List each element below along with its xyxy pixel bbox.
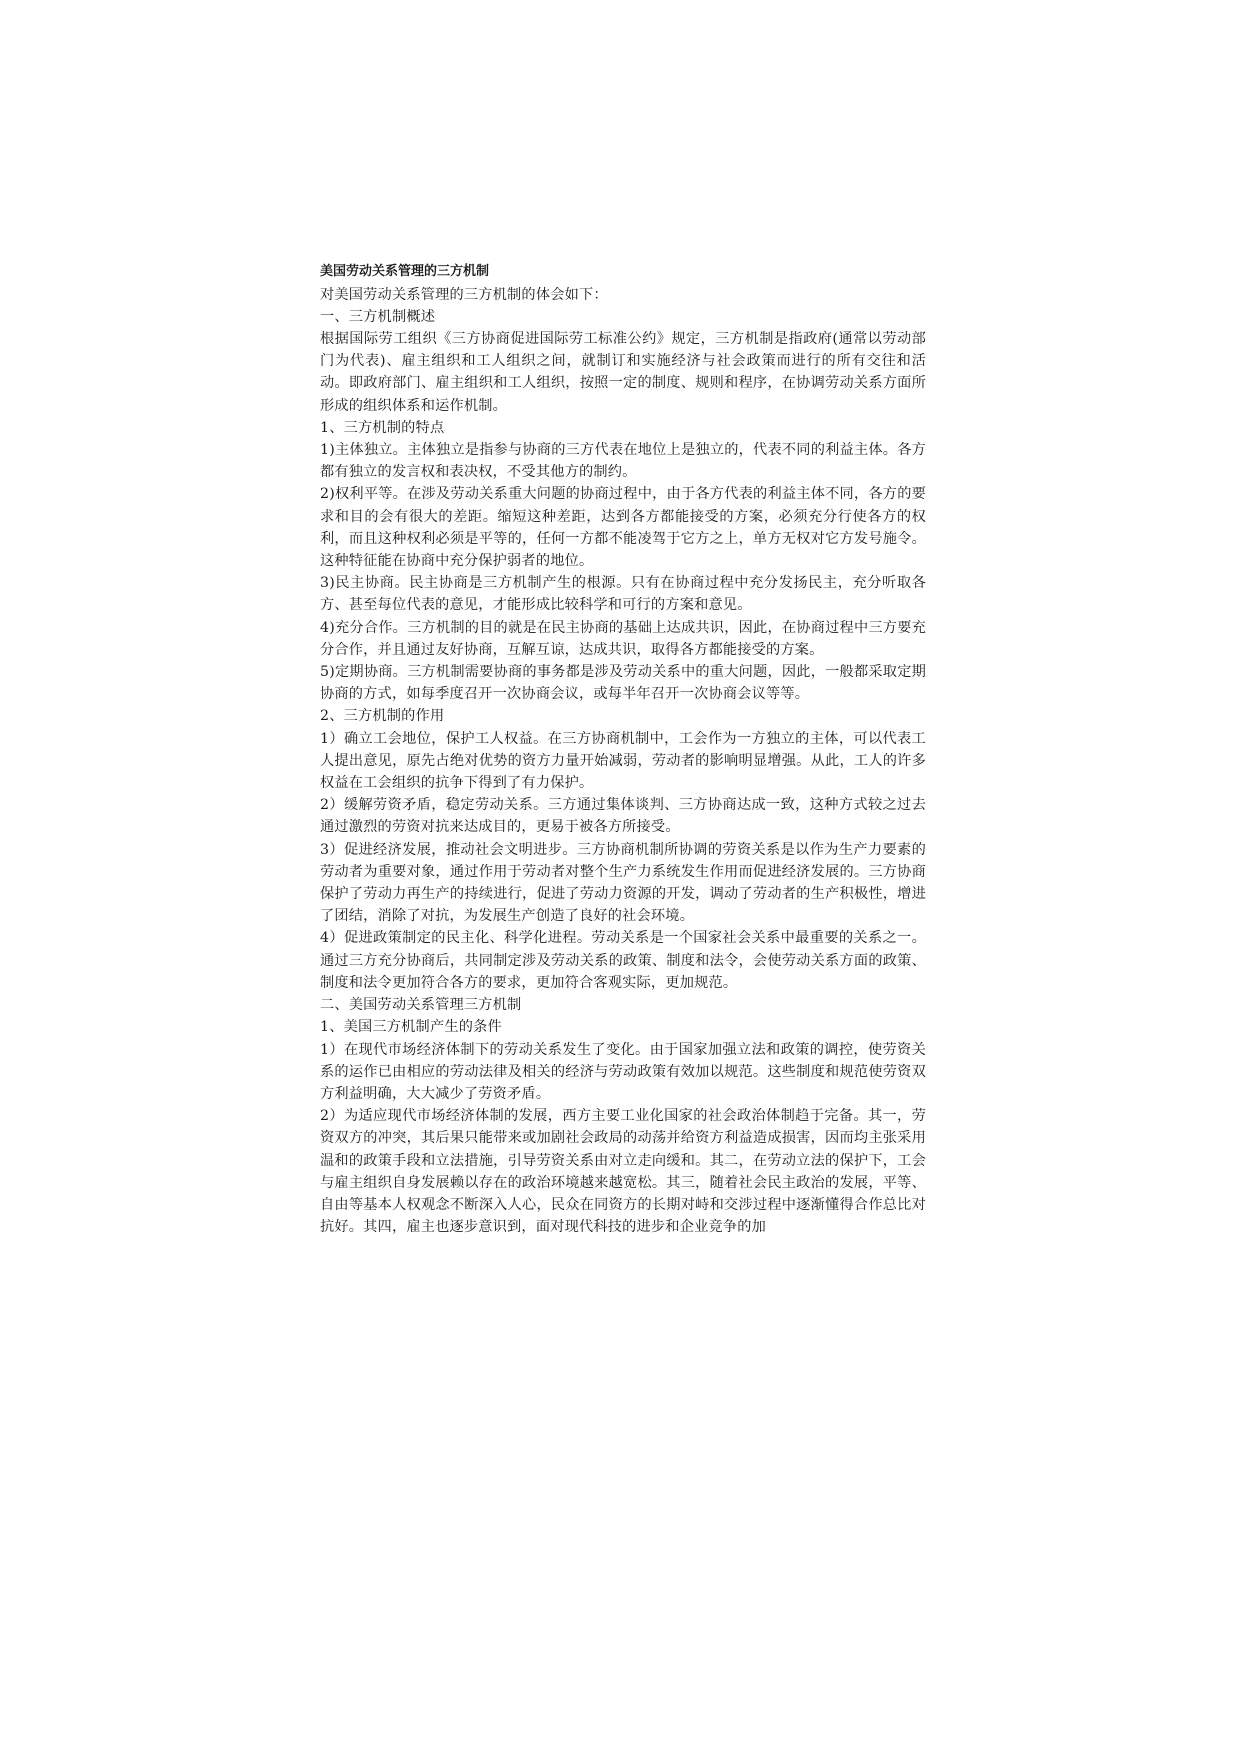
- paragraph-feature-2: 2)权利平等。在涉及劳动关系重大问题的协商过程中，由于各方代表的利益主体不同，各方的要求和目的会有很大的差距。缩短这种差距，达到各方都能接受的方案，必须充分行使各方的权利，而且这种权利必须是平等的，任何一方都不能凌驾于它方之上，单方无权对它方发号施令。这种特征能在协商中充分保护弱者的地位。: [320, 486, 926, 570]
- subsection-heading-conditions: 1、美国三方机制产生的条件: [320, 1019, 502, 1036]
- paragraph-feature-5: 5)定期协商。三方机制需要协商的事务都是涉及劳动关系中的重大问题，因此，一般都采取定期协商的方式，如每季度召开一次协商会议，或每半年召开一次协商会议等等。: [320, 664, 926, 703]
- subsection-heading-features: 1、三方机制的特点: [320, 419, 445, 436]
- intro-line: 对美国劳动关系管理的三方机制的体会如下：: [320, 287, 608, 303]
- document-page: [320, 262, 926, 1238]
- section-heading-2: 二、美国劳动关系管理三方机制: [320, 997, 522, 1014]
- paragraph-condition-2: 2）为适应现代市场经济体制的发展，西方主要工业化国家的社会政治体制趋于完备。其一，劳资双方的冲突，其后果只能带来或加剧社会政局的动荡并给资方利益造成损害，因而均主张采用温和的政策手段和立法措施，引导劳资关系由对立走向缓和。其二，在劳动立法的保护下，工会与雇主组织自身发展赖以存在的政治环境越来越宽松。其三，随着社会民主政治的发展，平等、自由等基本人权观念不断深入人心，民众在同资方的长期对峙和交涉过程中逐渐懂得合作总比对抗好。其四，雇主也逐步意识到，面对现代科技的进步和企业竞争的加: [320, 1108, 926, 1236]
- paragraph-feature-3: 3)民主协商。民主协商是三方机制产生的根源。只有在协商过程中充分发扬民主，充分听取各方、甚至每位代表的意见，才能形成比较科学和可行的方案和意见。: [320, 575, 926, 614]
- paragraph-feature-1: 1)主体独立。主体独立是指参与协商的三方代表在地位上是独立的，代表不同的利益主体。各方都有独立的发言权和表决权，不受其他方的制约。: [320, 442, 926, 481]
- subsection-heading-roles: 2、三方机制的作用: [320, 708, 445, 725]
- section-heading-1: 一、三方机制概述: [320, 309, 436, 325]
- document-title: 美国劳动关系管理的三方机制: [320, 264, 490, 279]
- paragraph-role-3: 3）促进经济发展，推动社会文明进步。三方协商机制所协调的劳资关系是以作为生产力要素的劳动者为重要对象，通过作用于劳动者对整个生产力系统发生作用而促进经济发展的。三方协商保护了劳动力再生产的持续进行，促进了劳动力资源的开发，调动了劳动者的生产积极性，增进了团结，消除了对抗，为发展生产创造了良好的社会环境。: [320, 841, 926, 925]
- paragraph-feature-4: 4)充分合作。三方机制的目的就是在民主协商的基础上达成共识，因此，在协商过程中三方要充分合作，并且通过友好协商，互解互谅，达成共识，取得各方都能接受的方案。: [320, 619, 926, 658]
- paragraph-role-4: 4）促进政策制定的民主化、科学化进程。劳动关系是一个国家社会关系中最重要的关系之一。通过三方充分协商后，共同制定涉及劳动关系的政策、制度和法令，会使劳动关系方面的政策、制度和法令更加符合各方的要求，更加符合客观实际，更加规范。: [320, 930, 926, 991]
- paragraph-condition-1: 1）在现代市场经济体制下的劳动关系发生了变化。由于国家加强立法和政策的调控，使劳资关系的运作已由相应的劳动法律及相关的经济与劳动政策有效加以规范。这些制度和规范使劳资双方利益明确，大大减少了劳资矛盾。: [320, 1041, 926, 1102]
- paragraph-role-1: 1）确立工会地位，保护工人权益。在三方协商机制中，工会作为一方独立的主体，可以代表工人提出意见，原先占绝对优势的资方力量开始减弱，劳动者的影响明显增强。从此，工人的许多权益在工会组织的抗争下得到了有力保护。: [320, 730, 926, 792]
- paragraph-overview: 根据国际劳工组织《三方协商促进国际劳工标准公约》规定，三方机制是指政府(通常以劳动部门为代表)、雇主组织和工人组织之间，就制订和实施经济与社会政策而进行的所有交往和活动。即政府部门、雇主组织和工人组织，按照一定的制度、规则和程序，在协调劳动关系方面所形成的组织体系和运作机制。: [320, 331, 926, 414]
- paragraph-role-2: 2）缓解劳资矛盾，稳定劳动关系。三方通过集体谈判、三方协商达成一致，这种方式较之过去通过激烈的劳资对抗来达成目的，更易于被各方所接受。: [320, 797, 926, 836]
